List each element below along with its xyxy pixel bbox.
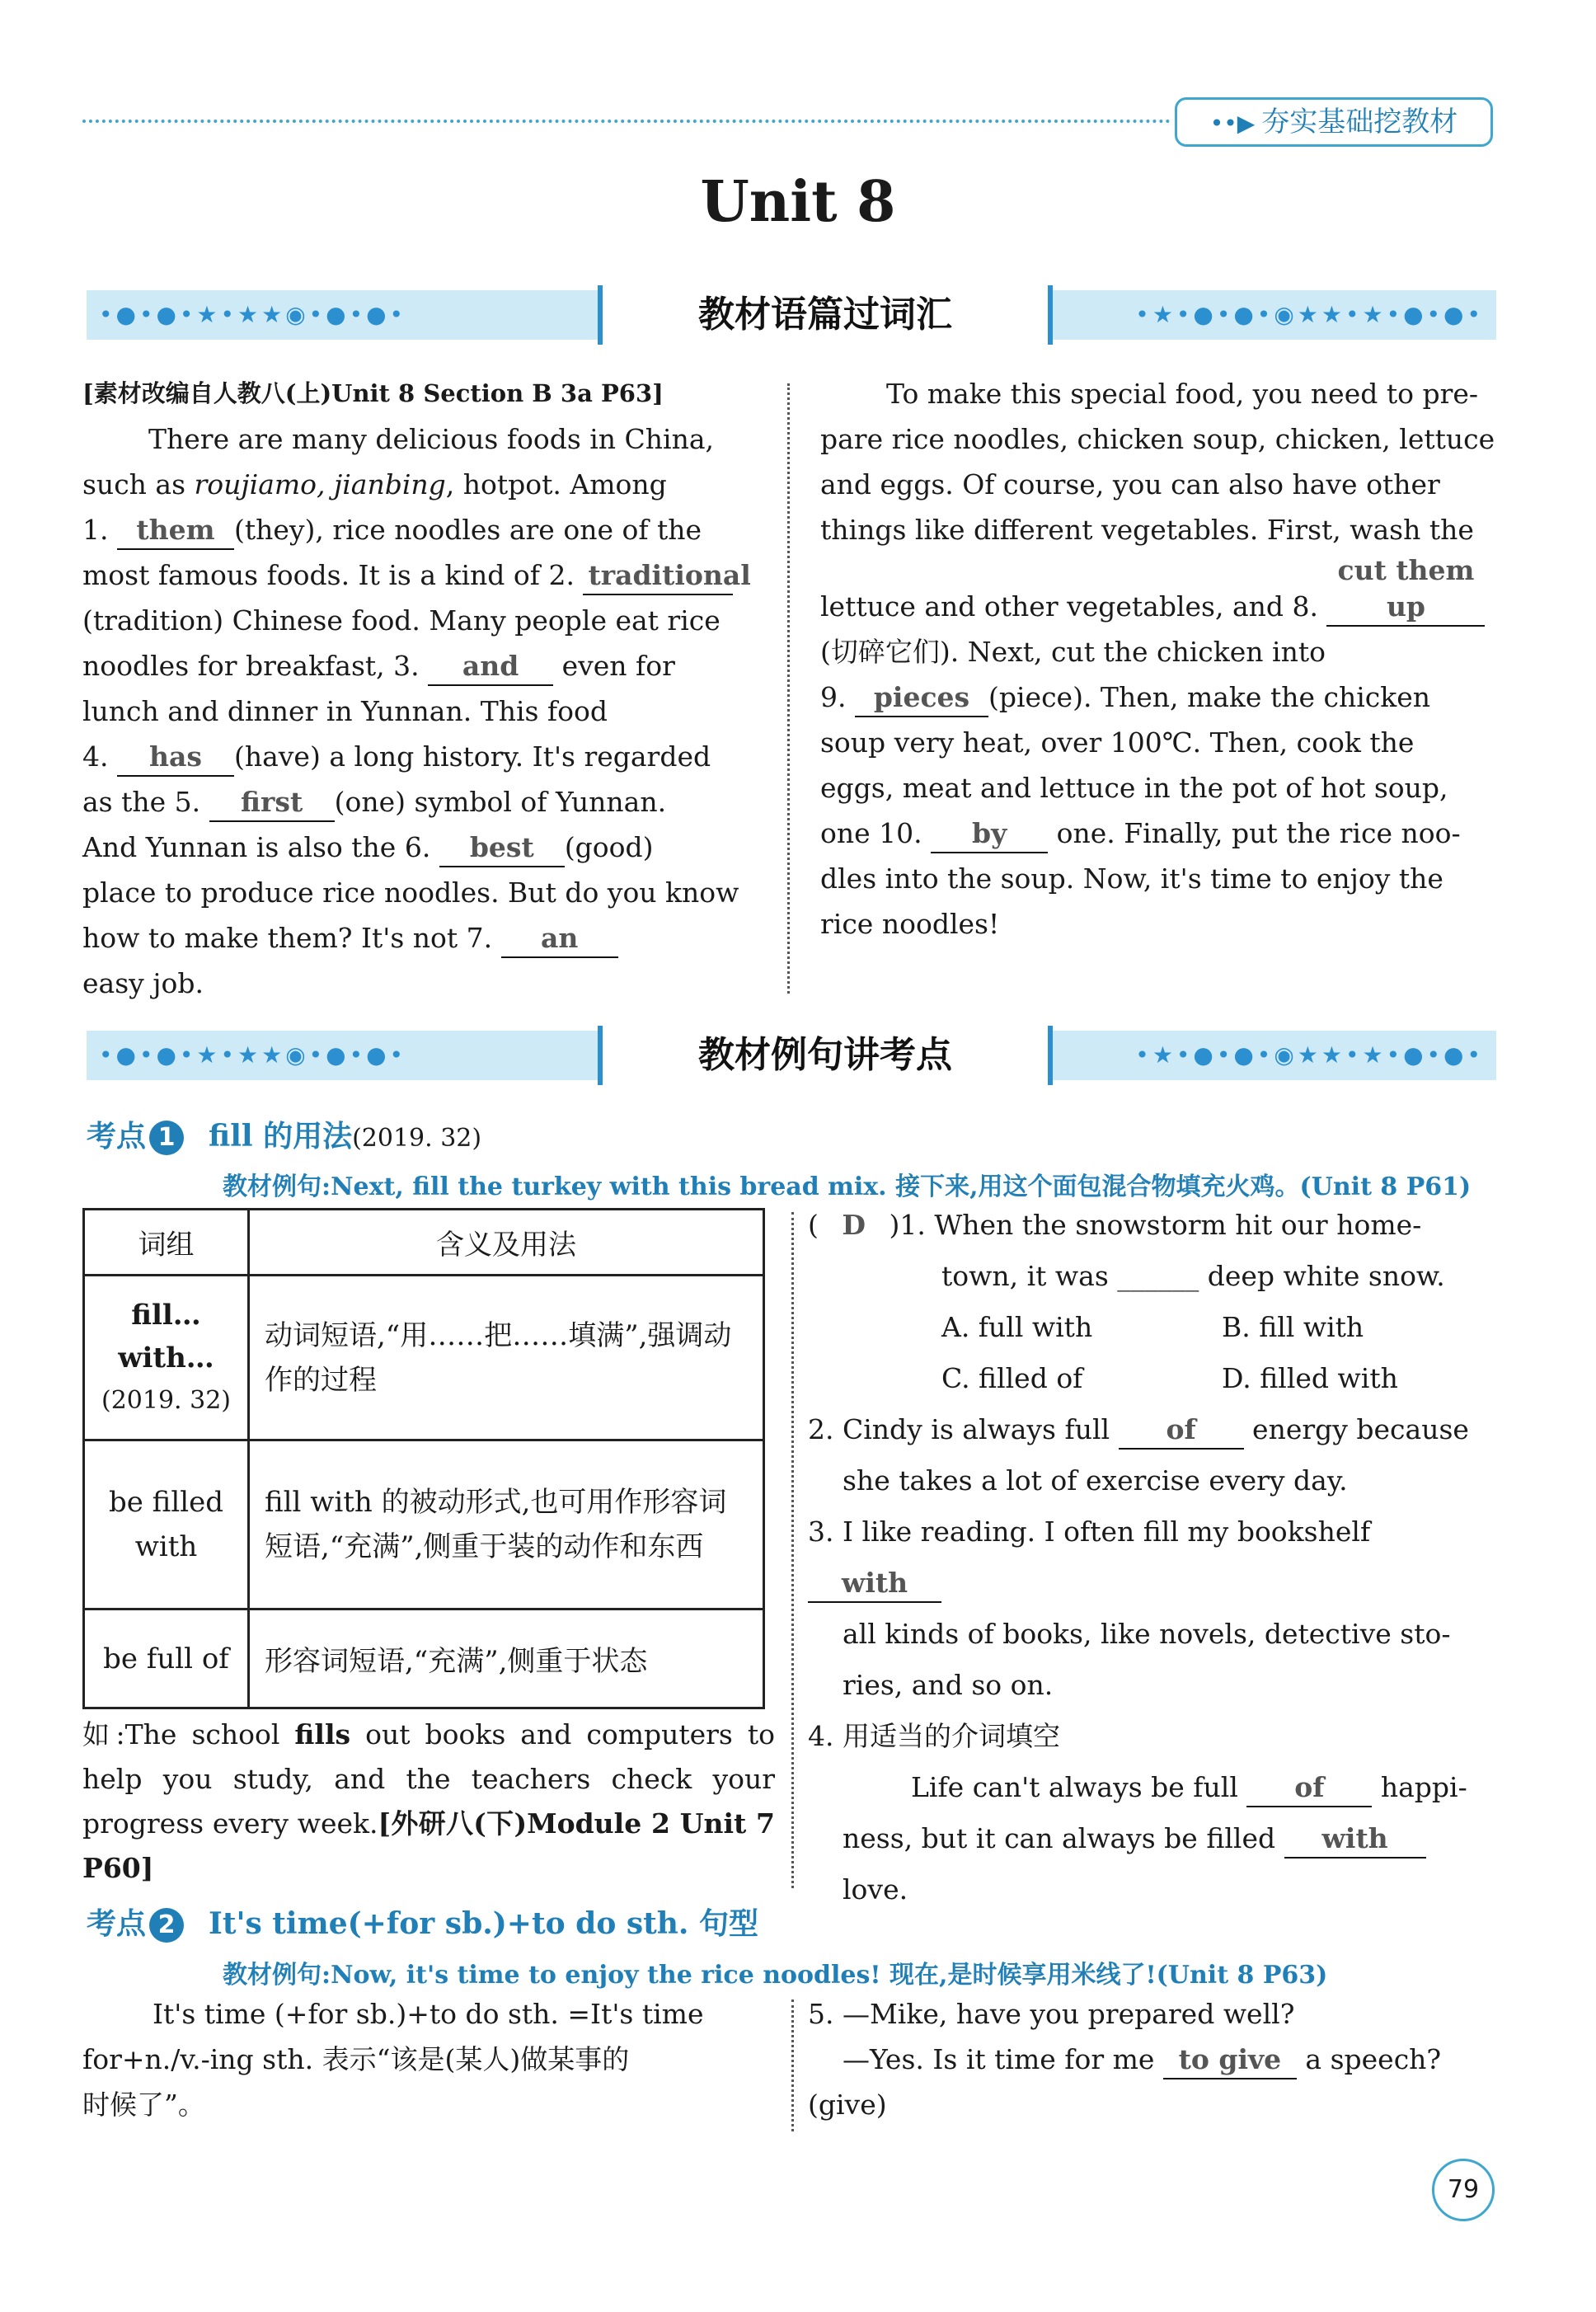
unit-title: Unit 8: [700, 169, 896, 235]
point-1-exercises: ( D )1. When the snowstorm hit our home- town, it was ______ deep white snow. A. full with B. fill with C. filled of D. filled with 2. Cindy is always full of energy because she takes a lot of exercise every day. 3. I like reading. I often fill my bookshelf with all kinds of books, like novels, detective sto- ries, and so on. 4. 用适当的介词填空 Life can't always be full of happi- ness, but it can always be filled with love.: [808, 1209, 1469, 1906]
header-tag-text: 夯实基础挖教材: [1261, 106, 1458, 139]
column-divider: [791, 2000, 794, 2131]
decorative-dots-icon: •●•●•★•★★◉•●•●•: [99, 1041, 407, 1069]
answer-blank: pieces: [855, 679, 988, 717]
table-row: be full of 形容词短语,“充满”,侧重于状态: [84, 1609, 764, 1708]
table-row: be filled with fill with 的被动形式,也可用作形容词短语,“充满”,侧重于装的动作和东西: [84, 1440, 764, 1609]
answer-blank: cut them up: [1326, 552, 1485, 627]
point-2-exercise: 5. —Mike, have you prepared well? —Yes. Is it time for me to give a speech? (give): [808, 1998, 1442, 2121]
answer-blank: and: [428, 648, 553, 686]
section-title-points: 教材例句讲考点: [598, 1026, 1053, 1085]
column-divider: [787, 383, 790, 994]
answer-blank: of: [1246, 1769, 1372, 1807]
section-title-vocab: 教材语篇过词汇: [598, 285, 1053, 345]
passage-left: [素材改编自人教八(上)Unit 8 Section B 3a P63] There are many delicious foods in China, such as roujiamo, jianbing, hotpot. Among 1. them (they), rice noodles are one of the most famous foods. It is a kind of 2. traditional (tradition) Chinese food. Many people eat rice noodles for breakfast, 3. and even for lunch and dinner in Yunnan. This food 4. has (have) a long history. It's regarded as the 5. first (one) symbol of Yunnan. And Yunnan is also the 6. best (good) place to produce rice noodles. But do you know how to make them? It's not 7. an easy job.: [82, 371, 758, 1006]
table-row: fill… with… (2019. 32) 动词短语,“用……把……填满”,强调动作的过程: [84, 1276, 764, 1440]
page-number: 79: [1432, 2159, 1495, 2221]
point-1-heading: 考点 1 fill 的用法(2019. 32): [87, 1119, 482, 1154]
answer-blank: them: [117, 512, 234, 550]
answer-blank: by: [931, 815, 1048, 853]
answer-blank: of: [1119, 1412, 1244, 1450]
fill-usage-table: [82, 1208, 765, 1709]
point-2-example: 教材例句:Now, it's time to enjoy the rice noodles! 现在,是时候享用米线了!(Unit 8 P63): [223, 1961, 1328, 1990]
decorative-dots-icon: •●•●•★•★★◉•●•●•: [99, 301, 407, 328]
table-header-meaning: 含义及用法: [249, 1210, 764, 1276]
passage-right: To make this special food, you need to pre- pare rice noodles, chicken soup, chicken, lettuce and eggs. Of course, you can also have other things like different vegetables. First, wash the lettuce and other vegetables, and 8. cut them up (切碎它们). Next, cut the chicken into 9. pieces (piece). Then, make the chicken soup very heat, over 100℃. Then, cook the eggs, meat and lettuce in the pot of hot soup, one 10. by one. Finally, put the rice noo- dles into the soup. Now, it's time to enjoy the rice noodles!: [820, 378, 1495, 940]
answer-blank: first: [209, 784, 335, 822]
decorative-dots-icon: •★•●•●•◉★★•★•●•●•: [1135, 1041, 1484, 1069]
answer-blank: with: [808, 1565, 941, 1603]
point-1-example: 教材例句:Next, fill the turkey with this bread mix. 接下来,用这个面包混合物填充火鸡。(Unit 8 P61): [223, 1172, 1472, 1201]
header-tag: [1175, 97, 1493, 147]
point-number-badge: 1: [149, 1121, 184, 1155]
decorative-dots-icon: •★•●•●•◉★★•★•●•●•: [1135, 301, 1484, 328]
passage-source: [素材改编自人教八(上)Unit 8 Section B 3a P63]: [82, 379, 664, 407]
point-1-note: 如:The school fills out books and computers to help you study, and the teachers check your progress every week.[外研八(下)Module 2 Unit 7 P60]: [82, 1718, 775, 1884]
point-2-explanation: It's time (+for sb.)+to do sth. =It's time for+n./v.-ing sth. 表示“该是(某人)做某事的 时候了”。: [82, 1998, 704, 2121]
answer-blank: traditional: [583, 557, 733, 595]
section-band-vocab: [87, 290, 1496, 340]
column-divider: [791, 1212, 794, 1888]
point-2-heading: 考点 2 It's time(+for sb.)+to do sth. 句型: [87, 1906, 758, 1941]
arrow-icon: ••▶: [1209, 110, 1256, 137]
table-header-phrase: 词组: [84, 1210, 249, 1276]
answer-blank: best: [439, 829, 565, 867]
q1-answer: D: [842, 1209, 866, 1241]
header-dotted-rule: [82, 120, 1171, 123]
answer-blank: an: [501, 920, 618, 958]
answer-blank: with: [1284, 1821, 1426, 1859]
section-band-points: [87, 1031, 1496, 1080]
answer-blank: to give: [1163, 2042, 1297, 2079]
answer-blank: has: [117, 739, 234, 777]
point-number-badge: 2: [149, 1908, 184, 1943]
